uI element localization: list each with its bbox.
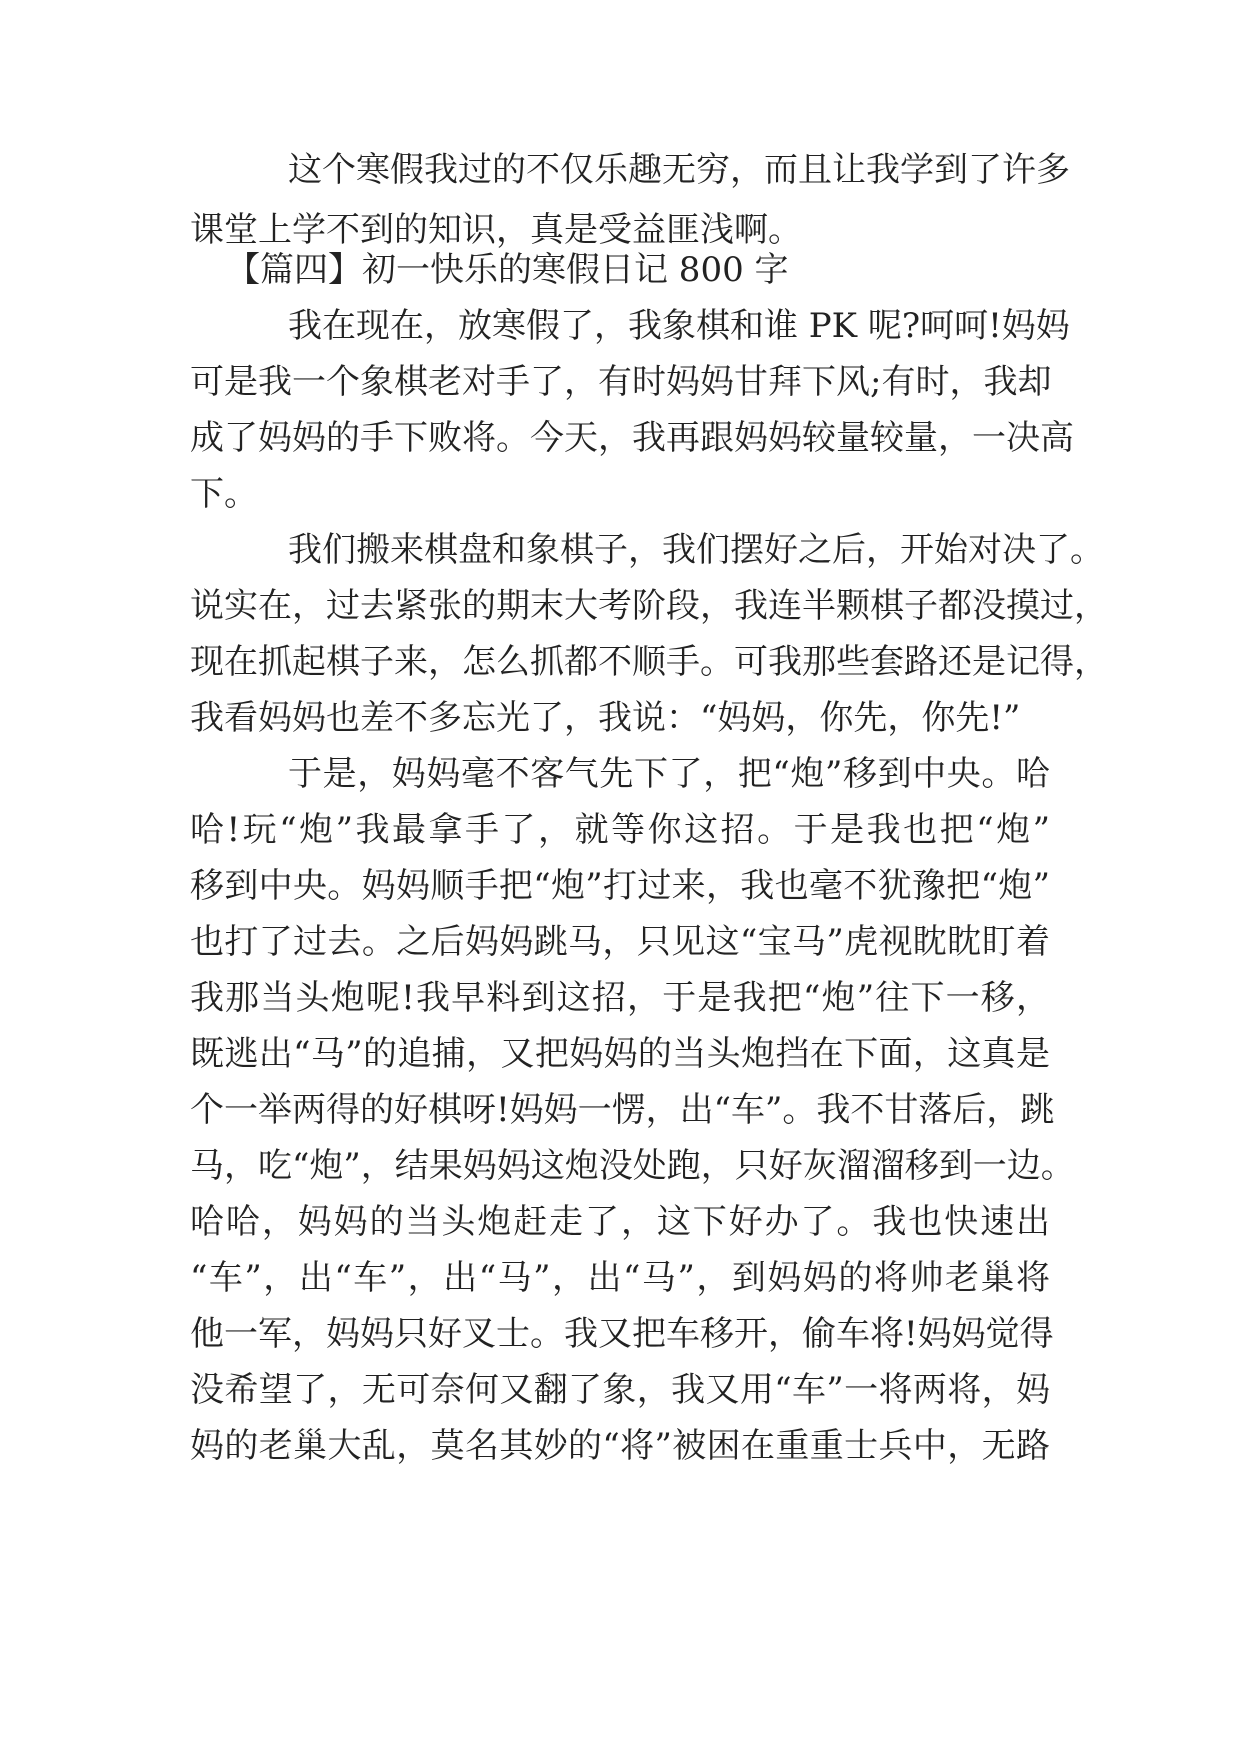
section-heading: 【篇四】初一快乐的寒假日记 800 字 (226, 250, 789, 290)
text-line: 哈哈，妈妈的当头炮赶走了，这下好办了。我也快速出 (190, 1202, 1050, 1242)
text-line: 他一军，妈妈只好叉士。我又把车移开，偷车将!妈妈觉得 (190, 1314, 1054, 1354)
text-line: 移到中央。妈妈顺手把“炮”打过来，我也毫不犹豫把“炮” (190, 866, 1050, 906)
text-line: 个一举两得的好棋呀!妈妈一愣，出“车”。我不甘落后，跳 (190, 1090, 1055, 1130)
text-line: 没希望了，无可奈何又翻了象，我又用“车”一将两将，妈 (190, 1370, 1050, 1410)
text-line: 这个寒假我过的不仅乐趣无穷，而且让我学到了许多 (288, 150, 1070, 190)
text-line: 马，吃“炮”，结果妈妈这炮没处跑，只好灰溜溜移到一边。 (190, 1146, 1075, 1186)
text-line: 于是，妈妈毫不客气先下了，把“炮”移到中央。哈 (288, 754, 1050, 794)
text-line: 我那当头炮呢!我早料到这招，于是我把“炮”往下一移， (190, 978, 1050, 1018)
text-line: “车”，出“车”，出“马”，出“马”，到妈妈的将帅老巢将 (190, 1258, 1050, 1298)
text-line: 下。 (190, 474, 258, 514)
text-line: 现在抓起棋子来，怎么抓都不顺手。可我那些套路还是记得， (190, 642, 1108, 682)
text-line: 既逃出“马”的追捕，又把妈妈的当头炮挡在下面，这真是 (190, 1034, 1050, 1074)
text-line: 也打了过去。之后妈妈跳马，只见这“宝马”虎视眈眈盯着 (190, 922, 1050, 962)
text-line: 我看妈妈也差不多忘光了，我说：“妈妈，你先，你先!” (190, 698, 1021, 738)
text-line: 成了妈妈的手下败将。今天，我再跟妈妈较量较量，一决高 (190, 418, 1074, 458)
text-line: 我们搬来棋盘和象棋子，我们摆好之后，开始对决了。 (288, 530, 1104, 570)
text-line: 说实在，过去紧张的期末大考阶段，我连半颗棋子都没摸过， (190, 586, 1108, 626)
text-line: 课堂上学不到的知识，真是受益匪浅啊。 (190, 210, 802, 250)
text-line: 可是我一个象棋老对手了，有时妈妈甘拜下风;有时，我却 (190, 362, 1052, 402)
text-line: 妈的老巢大乱，莫名其妙的“将”被困在重重士兵中，无路 (190, 1426, 1050, 1466)
text-line: 哈!玩“炮”我最拿手了，就等你这招。于是我也把“炮” (190, 810, 1050, 850)
text-line: 我在现在，放寒假了，我象棋和谁 PK 呢?呵呵!妈妈 (288, 306, 1070, 346)
